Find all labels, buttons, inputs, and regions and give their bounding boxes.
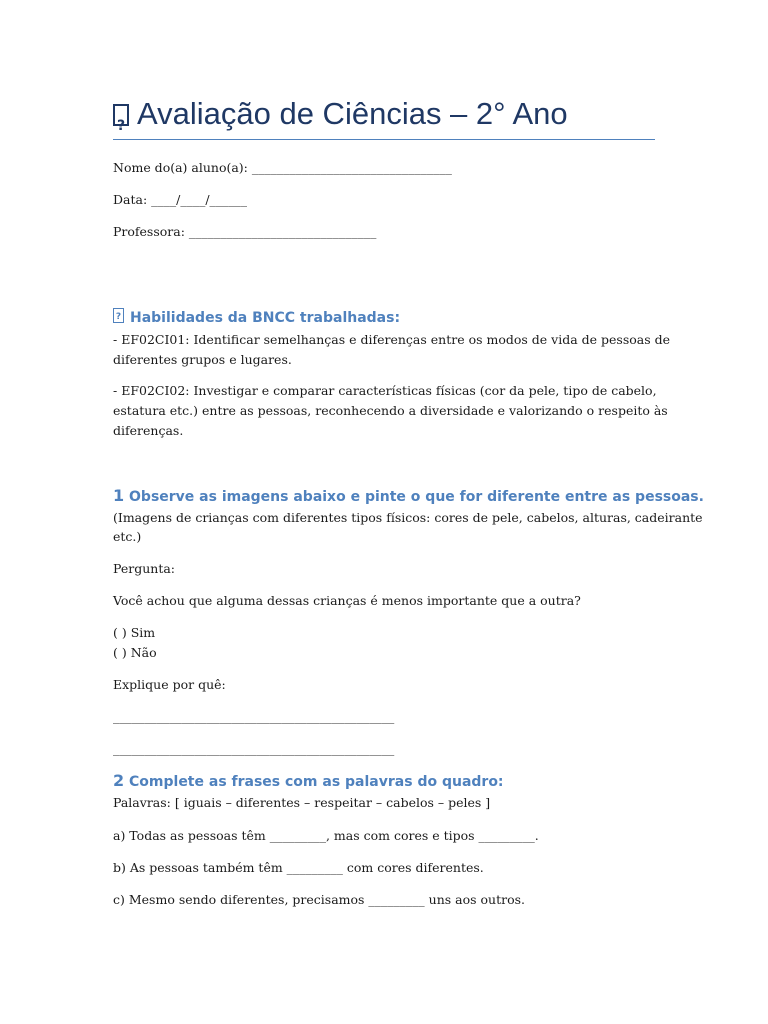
bncc-item-1-line-1: - EF02CI01: Identificar semelhanças e diferenças entre os modos de vida de pessoas de [113, 332, 671, 347]
bncc-item-2-line-3: diferenças. [113, 423, 184, 438]
student-name-field[interactable]: Nome do(a) aluno(a): ________________________________ [113, 160, 452, 175]
question-1-pergunta: Pergunta: [113, 561, 176, 576]
question-1-note-line-2: etc.) [113, 529, 142, 544]
question-1-heading: 1 Observe as imagens abaixo e pinte o que for diferente entre as pessoas. [113, 486, 704, 505]
bncc-heading: ?Habilidades da BNCC trabalhadas: [113, 308, 400, 328]
question-1-text: Você achou que alguma dessas crianças é menos importante que a outra? [113, 593, 581, 608]
sentence-a[interactable]: a) Todas as pessoas têm _________, mas com cores e tipos _________. [113, 828, 539, 843]
bncc-item-2-line-1: - EF02CI02: Investigar e comparar características físicas (cor da pele, tipo de cabelo, [113, 383, 657, 398]
question-1-note-line-1: (Imagens de crianças com diferentes tipos físicos: cores de pele, cabelos, alturas, cadeirante [113, 510, 703, 525]
option-nao[interactable]: ( ) Não [113, 645, 157, 660]
sentence-b[interactable]: b) As pessoas também têm _________ com cores diferentes. [113, 860, 484, 875]
question-2-heading: 2 Complete as frases com as palavras do quadro: [113, 771, 504, 790]
sentence-c[interactable]: c) Mesmo sendo diferentes, precisamos _________ uns aos outros. [113, 892, 525, 907]
date-field[interactable]: Data: ____/____/______ [113, 192, 248, 207]
missing-glyph-icon [113, 104, 129, 126]
question-1-number: 1 [113, 486, 125, 505]
teacher-field[interactable]: Professora: ______________________________ [113, 224, 377, 239]
word-bank: Palavras: [ iguais – diferentes – respeitar – cabelos – peles ] [113, 795, 491, 810]
missing-glyph-icon [113, 308, 124, 323]
option-sim[interactable]: ( ) Sim [113, 625, 156, 640]
title-rule [113, 139, 655, 140]
answer-line-2[interactable]: _____________________________________________ [113, 741, 395, 756]
bncc-item-2-line-2: estatura etc.) entre as pessoas, reconhecendo a diversidade e valorizando o respeito às [113, 403, 668, 418]
bncc-item-1-line-2: diferentes grupos e lugares. [113, 352, 292, 367]
answer-line-1[interactable]: _____________________________________________ [113, 709, 395, 724]
document-title: ?Avaliação de Ciências – 2° Ano [113, 94, 658, 134]
question-2-number: 2 [113, 771, 125, 790]
explique-label: Explique por quê: [113, 677, 226, 692]
